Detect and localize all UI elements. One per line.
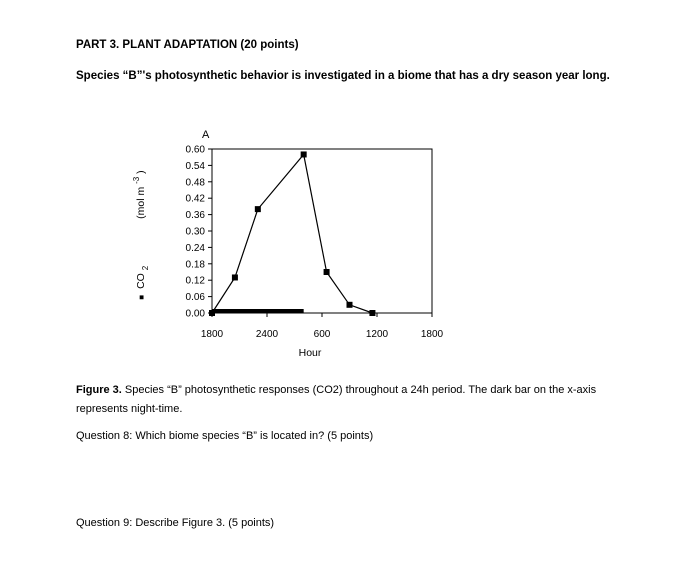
- y-tick-label: 0.60: [185, 144, 205, 156]
- intro-text: Species “B”'s photosynthetic behavior is investigated in a biome that has a dry season year long.: [76, 70, 610, 82]
- x-tick-label: 600: [313, 329, 331, 340]
- y-tick-label: 0.18: [185, 259, 205, 271]
- caption-text: Species “B” photosynthetic responses (CO2) throughout a 24h period. The dark bar on the x-axis represents night-time.: [76, 384, 597, 415]
- plot-area: [186, 145, 444, 341]
- y-label-sub: 2: [141, 265, 150, 271]
- data-point: [369, 310, 375, 316]
- data-point: [301, 151, 307, 157]
- y-tick-label: 0.06: [185, 292, 205, 304]
- data-point: [255, 206, 261, 212]
- x-axis-label: Hour: [298, 347, 322, 359]
- co2-series-line: [212, 154, 372, 313]
- y-tick-label: 0.36: [185, 210, 205, 222]
- y-tick-label: 0.30: [185, 226, 205, 238]
- x-tick-label: 1800: [420, 329, 444, 340]
- y-tick-label: 0.24: [185, 242, 205, 254]
- data-point: [209, 310, 215, 316]
- y-axis-label: [130, 170, 151, 299]
- y-tick-label: 0.48: [185, 177, 205, 189]
- x-tick-label: 1800: [200, 329, 224, 340]
- night-bar: [212, 309, 304, 313]
- y-label-base: CO: [135, 273, 147, 289]
- part-title: PART 3. PLANT ADAPTATION (20 points): [76, 39, 299, 51]
- plot-frame: [212, 149, 432, 313]
- svg-text:■ CO 2 (mol: [130, 170, 151, 299]
- y-tick-label: 0.42: [185, 193, 205, 205]
- y-tick-label: 0.12: [185, 275, 205, 287]
- y-label-marker: ■: [137, 294, 146, 300]
- data-point: [324, 269, 330, 275]
- data-point: [232, 274, 238, 280]
- figure-caption: [76, 381, 636, 419]
- x-tick-label: 2400: [255, 329, 279, 340]
- y-tick-label: 0.00: [185, 308, 205, 320]
- y-label-sup: -3: [132, 176, 141, 184]
- y-label-unit: (mol m: [135, 186, 147, 219]
- question-8: Question 8: Which biome species “B” is located in? (5 points): [76, 430, 374, 442]
- data-point: [347, 302, 353, 308]
- y-label-close: ): [135, 170, 147, 174]
- y-tick-label: 0.54: [185, 160, 205, 172]
- panel-label: A: [202, 129, 210, 141]
- question-9: Question 9: Describe Figure 3. (5 points): [76, 517, 275, 529]
- x-tick-label: 1200: [365, 329, 389, 340]
- figure-3-chart: [120, 120, 450, 365]
- caption-label: Figure 3.: [76, 384, 122, 396]
